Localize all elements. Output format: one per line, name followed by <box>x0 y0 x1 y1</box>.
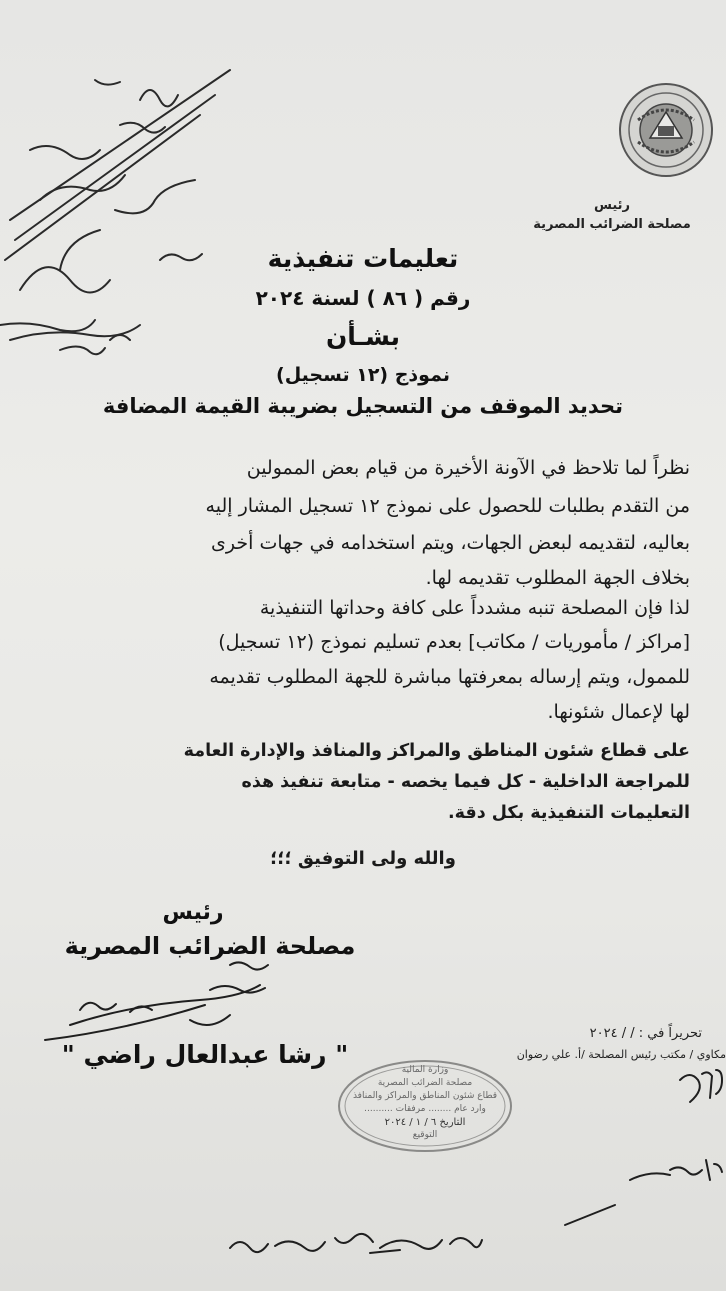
paragraph-2-line: لذا فإن المصلحة تنبه مشدداً على كافة وحداتها التنفيذية <box>259 597 690 619</box>
handwritten-annotation <box>0 40 260 370</box>
document-number: رقم ( ٨٦ ) لسنة ٢٠٢٤ <box>255 286 471 310</box>
ministry-seal-logo <box>614 72 718 192</box>
handwritten-marks <box>620 1060 726 1220</box>
paragraph-2-line: لها لإعمال شئونها. <box>547 701 690 723</box>
issuer-header <box>512 196 712 234</box>
paragraph-3-line: على قطاع شئون المناطق والمراكز والمنافذ والإدارة العامة <box>183 741 690 761</box>
stamp-line: قطاع شئون المناطق والمراكز والمنافذ <box>352 1091 498 1101</box>
paragraph-1-line: من التقدم بطلبات للحصول على نموذج ١٢ تسجيل المشار إليه <box>205 495 690 517</box>
paragraph-1-line: نظراً لما تلاحظ في الآونة الأخيرة من قيام بعض الممولين <box>246 457 690 479</box>
incoming-stamp <box>336 1058 514 1154</box>
paragraph-1-line: بعاليه، لتقديمه لبعض الجهات، ويتم استخدامه في جهات أخرى <box>211 532 690 554</box>
paragraph-2-line: [مراكز / مأموريات / مكاتب] بعدم تسليم نموذج (١٢ تسجيل) <box>218 631 690 653</box>
document-subject: تحديد الموقف من التسجيل بضريبة القيمة المضافة <box>102 394 624 418</box>
handwritten-stroke <box>560 1200 620 1230</box>
date-line: تحريراً في : / / ٢٠٢٤ <box>589 1026 702 1041</box>
handwritten-signature <box>40 950 300 1050</box>
signatory-name: " رشا عبدالعال راضي " <box>61 1040 349 1069</box>
paragraph-1-line: بخلاف الجهة المطلوب تقديمه لها. <box>425 567 690 589</box>
document-heading: تعليمات تنفيذية <box>267 244 459 273</box>
issuer-org: مصلحة الضرائب المصرية <box>533 217 691 232</box>
paragraph-3-line: للمراجعة الداخلية - كل فيما يخصه - متابعة تنفيذ هذه <box>241 772 690 792</box>
document-form: نموذج (١٢ تسجيل) <box>276 364 450 386</box>
stamp-line: وارد عام ........ مرفقات .......... <box>364 1104 486 1114</box>
stamp-line: التاريخ ٦ / ١ / ٢٠٢٤ <box>384 1117 466 1128</box>
signatory-title: رئيس <box>162 900 224 925</box>
closing-phrase: والله ولى التوفيق ؛؛؛ <box>270 848 456 869</box>
paragraph-3-line: التعليمات التنفيذية بكل دقة. <box>447 803 690 823</box>
signatory-org: مصلحة الضرائب المصرية <box>64 932 356 960</box>
document-about: بشـأن <box>325 322 401 351</box>
stamp-line: مصلحة الضرائب المصرية <box>377 1078 473 1088</box>
handwritten-bottom-note <box>220 1218 490 1268</box>
issuer-title: رئيس <box>593 198 631 213</box>
office-line: مكاوي / مكتب رئيس المصلحة /أ. علي رضوان <box>516 1048 726 1061</box>
stamp-line: التوقيع <box>412 1130 438 1140</box>
stamp-line: وزارة المالية <box>401 1065 449 1075</box>
paragraph-2-line: للممول، ويتم إرساله بمعرفتها مباشرة للجهة المطلوب تقديمه <box>209 666 690 688</box>
